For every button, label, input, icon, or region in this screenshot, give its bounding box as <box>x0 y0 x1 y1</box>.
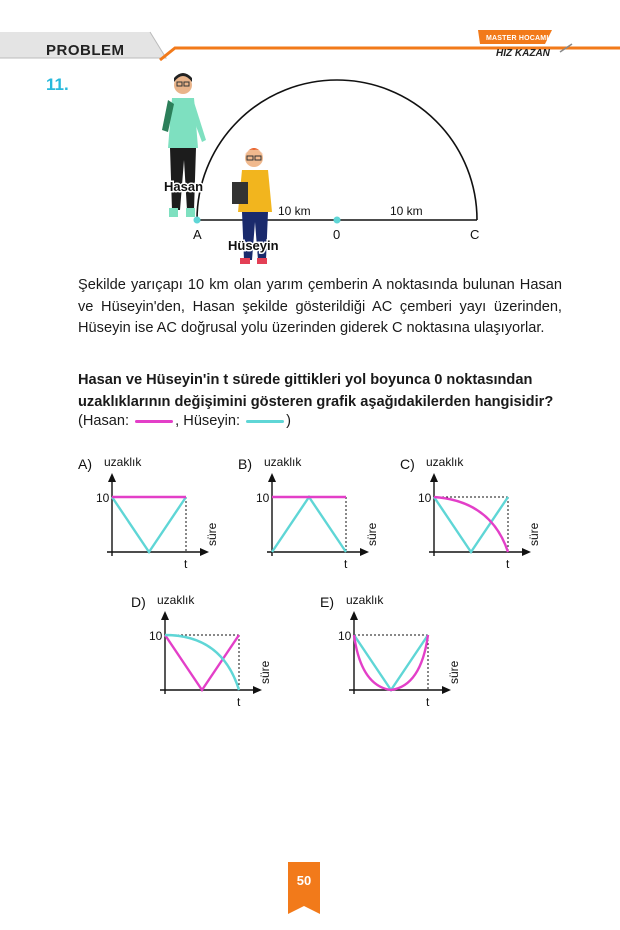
x-axis-label: süre <box>365 522 379 546</box>
y-axis-label: uzaklık <box>346 593 384 607</box>
question-number: 11. <box>46 75 69 94</box>
y-axis-label: uzaklık <box>104 455 142 469</box>
x-axis-label: süre <box>205 522 219 546</box>
y-tick-label: 10 <box>96 491 110 505</box>
y-axis-label: uzaklık <box>264 455 302 469</box>
segment-oc-label: 10 km <box>390 204 423 218</box>
option-c-graph[interactable] <box>396 453 556 575</box>
x-tick-label: t <box>237 695 241 709</box>
semicircle-figure <box>150 70 510 270</box>
x-tick-label: t <box>506 557 510 571</box>
x-tick-label: t <box>344 557 348 571</box>
x-axis-label: süre <box>258 660 272 684</box>
option-a-graph[interactable] <box>74 453 234 575</box>
question-paragraph: Şekilde yarıçapı 10 km olan yarım çemberin A noktasında bulunan Hasan ve Hüseyin'den, Hasan şekilde gösterildiği AC çemberi yayı üzerinden, Hüseyin ise AC doğrusal yolu üzerinden giderek C noktasına ulaşıyorlar. <box>78 277 562 336</box>
legend-line <box>78 413 291 429</box>
segment-ao-label: 10 km <box>278 204 311 218</box>
y-tick-label: 10 <box>149 629 163 643</box>
section-label: PROBLEM <box>46 42 125 59</box>
point-o-dot <box>334 217 341 224</box>
legend-huseyin-swatch <box>246 420 284 423</box>
huseyin-label: Hüseyin <box>228 238 279 253</box>
legend-hasan-text: (Hasan: <box>78 413 130 429</box>
point-a-label: A <box>193 227 202 242</box>
x-tick-label: t <box>184 557 188 571</box>
legend-hasan-swatch <box>135 420 173 423</box>
point-c-label: C <box>470 227 480 242</box>
option-letter: E) <box>320 594 334 610</box>
x-axis-label: süre <box>447 660 461 684</box>
x-axis-label: süre <box>527 522 541 546</box>
question-prompt: Hasan ve Hüseyin'in t sürede gittikleri yol boyunca 0 noktasından uzaklıklarının değişimini gösteren grafik aşağıdakilerden hangisidir? <box>78 372 554 410</box>
point-o-label: 0 <box>333 227 341 242</box>
y-axis-label: uzaklık <box>426 455 464 469</box>
y-tick-label: 10 <box>418 491 432 505</box>
option-e-graph[interactable] <box>316 591 476 713</box>
brand-line-1: MASTER HOCAMLA <box>486 35 557 42</box>
legend-close: ) <box>286 413 291 429</box>
x-tick-label: t <box>426 695 430 709</box>
page-number: 50 <box>296 873 312 888</box>
brand-line-2: HIZ KAZAN <box>496 48 550 59</box>
y-tick-label: 10 <box>256 491 270 505</box>
y-axis-label: uzaklık <box>157 593 195 607</box>
option-letter: D) <box>131 594 146 610</box>
option-letter: C) <box>400 456 415 472</box>
option-letter: B) <box>238 456 252 472</box>
option-letter: A) <box>78 456 92 472</box>
point-a-dot <box>194 217 201 224</box>
legend-huseyin-text: , Hüseyin: <box>175 413 241 429</box>
hasan-label: Hasan <box>164 179 204 194</box>
y-tick-label: 10 <box>338 629 352 643</box>
option-b-graph[interactable] <box>234 453 394 575</box>
option-d-graph[interactable] <box>127 591 287 713</box>
